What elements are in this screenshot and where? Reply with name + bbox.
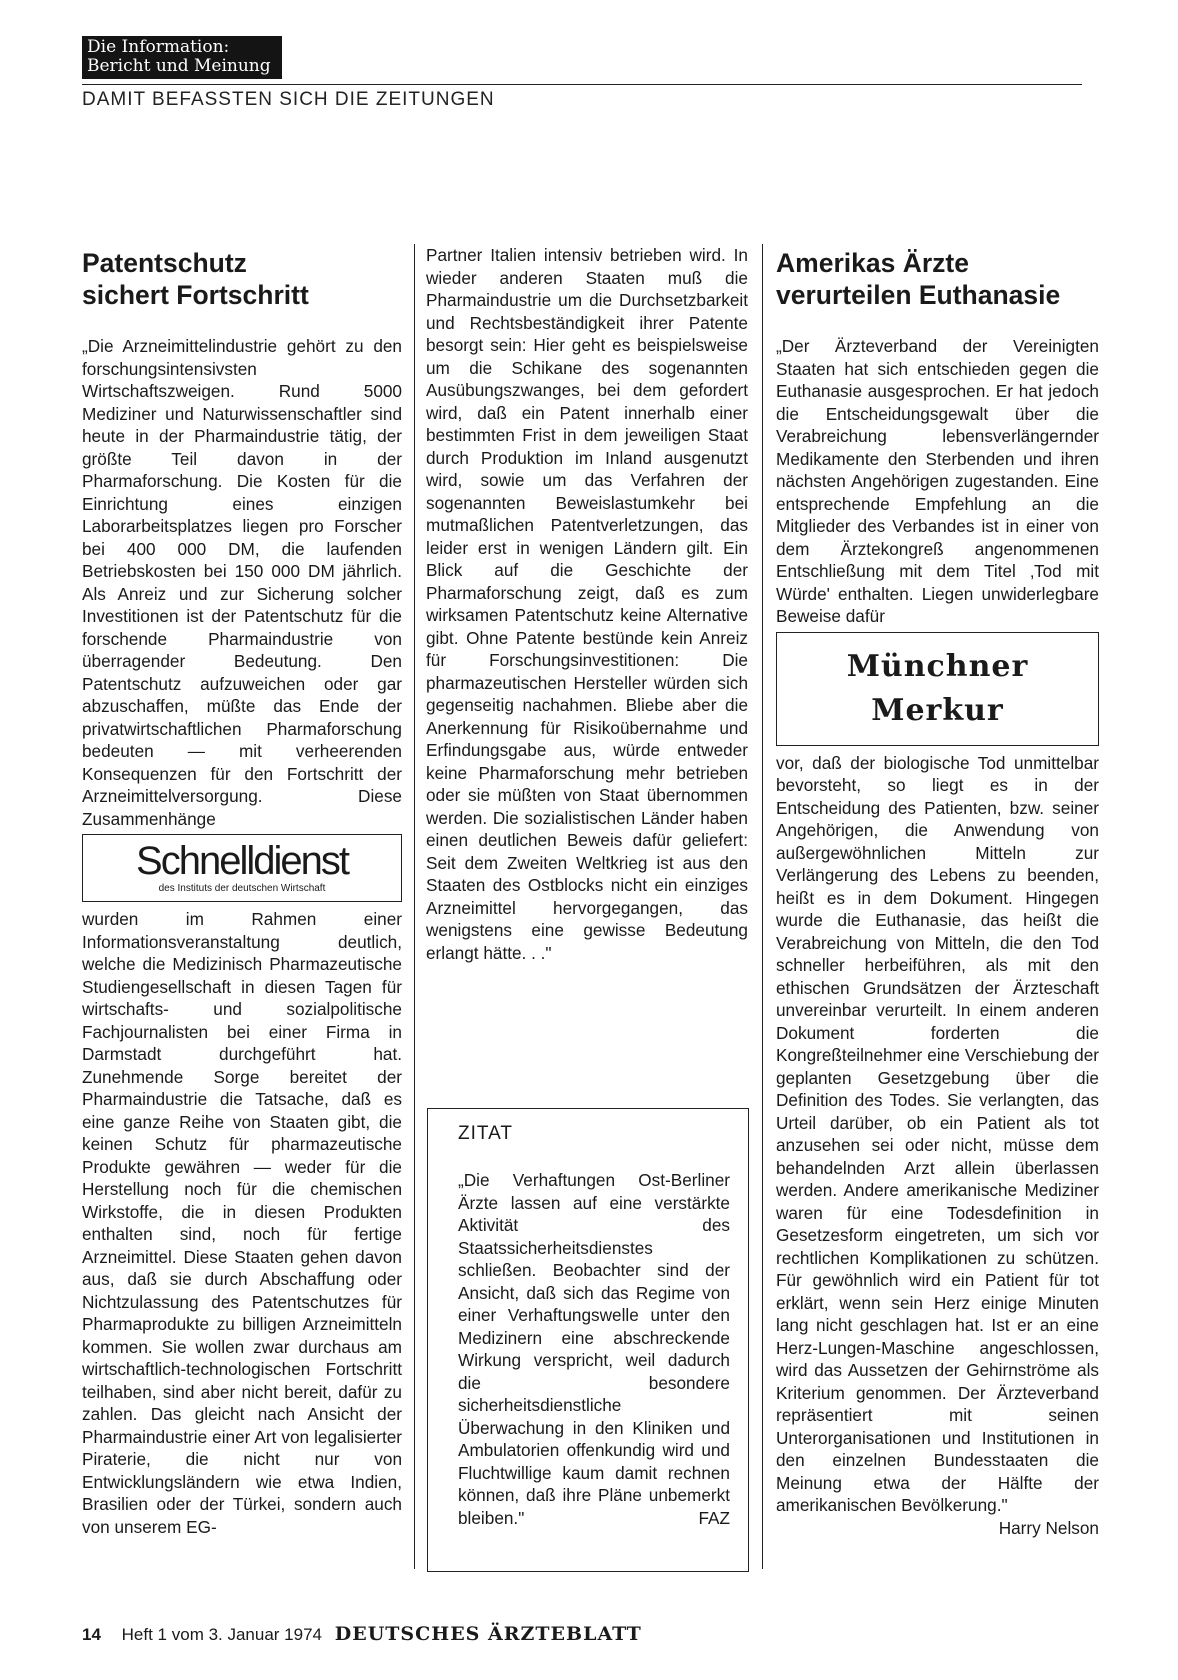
source-logo-schnelldienst <box>82 834 402 902</box>
headline-line1: Patentschutz <box>82 248 247 278</box>
article-patentschutz-column1 <box>82 247 402 1538</box>
article-headline <box>82 247 402 311</box>
article-body-part3: Partner Italien intensiv betrieben wird. In wieder anderen Staaten muß die Pharmaindustrie um die Durchsetzbarkeit und Rechtsbeständigkeit ihrer Patente besorgt sein: Hier geht es beispielsweise um die Schikane des sogenannten Ausübungszwanges, bei dem gefordert wird, daß ein Patent innerhalb einer bestimmten Frist in dem jeweiligen Staat durch Produktion im Inland ausgenutzt wird, sowie um das Verfahren der sogenannten Beweislastumkehr bei mutmaßlichen Patentverletzungen, das leider erst in wenigen Ländern gilt. Ein Blick auf die Geschichte der Pharmaforschung zeigt, daß es zum wirksamen Patentschutz keine Alternative gibt. Ohne Patente bestünde kein Anreiz für Forschungsinvestitionen: Die pharmazeutischen Hersteller würden sich gegenseitig nachahmen. Bliebe aber die Anerkennung für Risikoübernahme und Erfindungsgabe aus, würde entweder keine Pharmaforschung mehr betrieben oder sie müßten von Staat übernommen werden. Die sozialistischen Länder haben einen deutlichen Beweis dafür geliefert: Seit dem Zweiten Weltkrieg ist aus den Staaten des Ostblocks nicht ein einziges Arzneimittel hervorgegangen, das wenigstens eine gewisse Bedeutung erlangt hätte. . ." <box>426 245 748 963</box>
source-logo-text: Schnelldienst <box>136 839 348 883</box>
quote-source: FAZ <box>698 1507 730 1528</box>
section-tag <box>82 36 282 79</box>
headline-line1: Amerikas Ärzte <box>776 248 969 278</box>
section-tag-line2: Bericht und Meinung <box>87 56 271 76</box>
issue-info: Heft 1 vom 3. Januar 1974 <box>121 1625 322 1644</box>
section-title: DAMIT BEFASSTEN SICH DIE ZEITUNGEN <box>82 89 495 110</box>
page-number: 14 <box>82 1625 101 1644</box>
article-body-part2: vor, daß der biologische Tod unmittelbar bevorsteht, so liegt es in der Entscheidung des Patienten, bzw. seiner Angehörigen, die Anwendung von außergewöhnlichen Mitteln zur Verlängerung des Lebens zu beenden, heißt es in dem Dokument. Hingegen wurde die Euthanasie, das heißt die Verabreichung von Mitteln, die den Tod schneller herbeiführen, als mit den ethischen Grundsätzen der Ärzteschaft unvereinbar verurteilt. In einem anderen Dokument forderten die Kongreßteilnehmer eine Verschiebung der geplanten Gesetzgebung über die Definition des Todes. Sie verlangten, das Urteil darüber, ob ein Patient als tot anzusehen sei oder nicht, müsse dem behandelnden Arzt allein überlassen werden. Andere amerikanische Mediziner waren für eine Todesdefinition in Gesetzesform eingetreten, um sich vor rechtlichen Komplikationen zu schützen. Für gewöhnlich wird ein Patient für tot erklärt, wenn sein Herz einige Minuten lang nicht geschlagen hat. Ist er an eine Herz-Lungen-Maschine angeschlossen, wird das Aussetzen der Gehirnströme als Kriterium genommen. Der Ärzteverband repräsentiert mit seinen Unterorganisationen und Institutionen in den einzelnen Bundesstaaten die Meinung etwa der Hälfte der amerikanischen Bevölkerung." <box>776 752 1099 1515</box>
quote-title: ZITAT <box>458 1123 513 1144</box>
quote-text: „Die Verhaftungen Ost-Berliner Ärzte lassen auf eine verstärkte Aktivität des Staatssicherheitsdienstes schließen. Beobachter sind der Ansicht, daß sich das Regime von einer Verhaftungswelle unter den Medizinern eine abschreckende Wirkung verspricht, weil dadurch die besondere sicherheitsdienstliche Überwachung in den Kliniken und Ambulatorien offenkundig wird und Fluchtwillige kaum damit rechnen können, daß ihre Pläne unbemerkt bleiben." <box>458 1170 730 1528</box>
header-divider <box>82 84 1082 85</box>
page-footer <box>82 1623 642 1645</box>
headline-line2: sichert Fortschritt <box>82 280 309 310</box>
column-divider-2 <box>762 244 763 1569</box>
article-headline <box>776 247 1099 311</box>
magazine-name: DEUTSCHES ÄRZTEBLATT <box>334 1623 642 1645</box>
article-euthanasie-column <box>776 247 1099 1539</box>
quote-box <box>427 1108 749 1572</box>
article-patentschutz-column2 <box>426 244 748 964</box>
article-body-part2: wurden im Rahmen einer Informationsveranstaltung deutlich, welche die Medizinisch Pharmazeutische Studiengesellschaft in diesen Tagen für wirtschafts- und sozialpolitische Fachjournalisten bei einer Firma in Darmstadt durchgeführt hat. Zunehmende Sorge bereitet der Pharmaindustrie die Tatsache, daß es eine ganze Reihe von Staaten gibt, die keinen Schutz für pharmazeutische Produkte gewähren — weder für die Herstellung noch für die chemischen Wirkstoffe, die in diesen Produkten enthalten sind, noch für fertige Arzneimittel. Diese Staaten gehen davon aus, daß sie durch Abschaffung oder Nichtzulassung des Patentschutzes für Pharmaprodukte zu billigen Arzneimitteln kommen. Sie wollen zwar durchaus am wirtschaftlich-technologischen Fortschritt teilhaben, sind aber nicht bereit, dafür zu zahlen. Das gleicht nach Ansicht der Pharmaindustrie einer Art von legalisierter Piraterie, die nicht nur von Entwicklungsländern wie etwa Indien, Brasilien oder der Türkei, sondern auch von unserem EG- <box>82 909 402 1537</box>
source-logo-merkur <box>776 632 1099 746</box>
article-author: Harry Nelson <box>998 1517 1099 1538</box>
section-tag-line1: Die Information: <box>87 37 230 57</box>
headline-line2: verurteilen Euthanasie <box>776 280 1061 310</box>
source-logo-subtitle: des Instituts der deutschen Wirtschaft <box>158 883 326 894</box>
article-body-part1: „Der Ärzteverband der Vereinigten Staaten hat sich entschieden gegen die Euthanasie ausgesprochen. Er hat jedoch die Entscheidungsgewalt über die Verabreichung lebensverlängernder Medikamente den Sterbenden und ihren nächsten Angehörigen zugestanden. Eine entsprechende Empfehlung an die Mitglieder des Verbandes ist in einer von dem Ärztekongreß angenommenen Entschließung mit dem Titel ‚Tod mit Würde' enthalten. Liegen unwiderlegbare Beweise dafür <box>776 336 1099 626</box>
article-body-part1: „Die Arzneimittelindustrie gehört zu den forschungsintensivsten Wirtschaftszweigen. Rund 5000 Mediziner und Naturwissenschaftler sind heute in der Pharmaindustrie tätig, der größte Teil davon in der Pharmaforschung. Die Kosten für die Einrichtung eines einzigen Laborarbeitsplatzes liegen pro Forscher bei 400 000 DM, die laufenden Betriebskosten bei 150 000 DM jährlich. Als Anreiz und zur Sicherung solcher Investitionen ist der Patentschutz für die forschende Pharmaindustrie von überragender Bedeutung. Den Patentschutz aufzuweichen oder gar abzuschaffen, müßte das Ende der privatwirtschaftlichen Pharmaforschung bedeuten — mit verheerenden Konsequenzen für den Fortschritt der Arzneimittelversorgung. Diese Zusammenhänge <box>82 336 402 829</box>
source-logo-text: Münchner Merkur <box>846 648 1029 728</box>
column-divider-1 <box>414 244 415 1569</box>
